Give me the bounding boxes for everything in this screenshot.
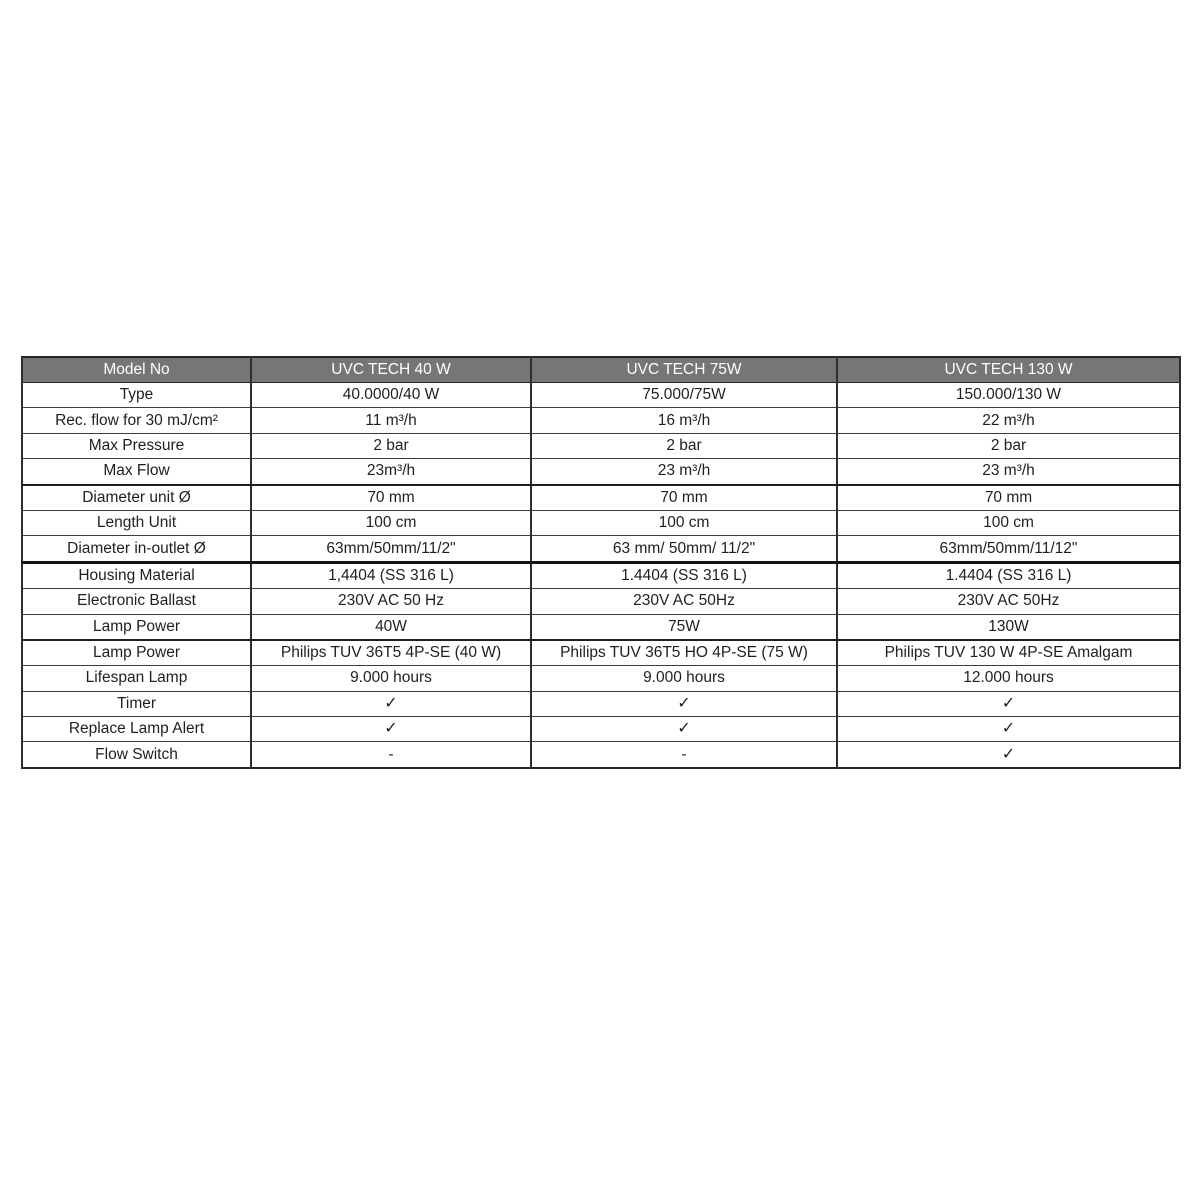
table-row — [22, 408, 1180, 433]
row-label: Flow Switch — [22, 742, 251, 768]
row-label: Electronic Ballast — [22, 589, 251, 614]
header-row — [22, 357, 1180, 383]
spec-cell: 16 m³/h — [531, 408, 837, 433]
spec-cell: 11 m³/h — [251, 408, 531, 433]
row-label: Lamp Power — [22, 614, 251, 640]
spec-cell: 100 cm — [251, 510, 531, 535]
row-label: Diameter in-outlet Ø — [22, 536, 251, 562]
spec-cell: - — [531, 742, 837, 768]
row-label: Timer — [22, 691, 251, 716]
spec-cell: 100 cm — [531, 510, 837, 535]
spec-cell: 63mm/50mm/11/2" — [251, 536, 531, 562]
spec-cell: 130W — [837, 614, 1180, 640]
table-row — [22, 742, 1180, 768]
spec-cell: 23m³/h — [251, 459, 531, 485]
spec-cell: 22 m³/h — [837, 408, 1180, 433]
spec-cell: 75.000/75W — [531, 383, 837, 408]
row-label: Diameter unit Ø — [22, 485, 251, 511]
spec-cell: Philips TUV 36T5 HO 4P-SE (75 W) — [531, 640, 837, 666]
spec-table — [21, 356, 1181, 769]
spec-cell: ✓ — [531, 717, 837, 742]
table-row — [22, 614, 1180, 640]
column-header-model-no: Model No — [22, 357, 251, 383]
spec-cell: 40.0000/40 W — [251, 383, 531, 408]
spec-cell: 9.000 hours — [531, 666, 837, 691]
spec-cell: 230V AC 50 Hz — [251, 589, 531, 614]
spec-cell: 2 bar — [251, 433, 531, 458]
row-label: Rec. flow for 30 mJ/cm² — [22, 408, 251, 433]
spec-cell: 230V AC 50Hz — [531, 589, 837, 614]
spec-cell: 63mm/50mm/11/12" — [837, 536, 1180, 562]
spec-cell: 70 mm — [251, 485, 531, 511]
table-row — [22, 433, 1180, 458]
spec-cell: - — [251, 742, 531, 768]
spec-cell: Philips TUV 130 W 4P-SE Amalgam — [837, 640, 1180, 666]
column-header: UVC TECH 130 W — [837, 357, 1180, 383]
row-label: Max Flow — [22, 459, 251, 485]
row-label: Lamp Power — [22, 640, 251, 666]
spec-cell: 75W — [531, 614, 837, 640]
table-row — [22, 666, 1180, 691]
table-row — [22, 562, 1180, 588]
spec-cell: 23 m³/h — [531, 459, 837, 485]
table-row — [22, 536, 1180, 562]
table-row — [22, 510, 1180, 535]
spec-cell: 63 mm/ 50mm/ 11/2" — [531, 536, 837, 562]
table-row — [22, 383, 1180, 408]
spec-cell: ✓ — [837, 717, 1180, 742]
spec-cell: 150.000/130 W — [837, 383, 1180, 408]
row-label: Max Pressure — [22, 433, 251, 458]
spec-cell: ✓ — [837, 742, 1180, 768]
row-label: Replace Lamp Alert — [22, 717, 251, 742]
table-row — [22, 459, 1180, 485]
row-label: Housing Material — [22, 562, 251, 588]
spec-table-header — [22, 357, 1180, 383]
spec-cell: 9.000 hours — [251, 666, 531, 691]
spec-cell: 70 mm — [837, 485, 1180, 511]
spec-cell: ✓ — [837, 691, 1180, 716]
spec-cell: 40W — [251, 614, 531, 640]
spec-cell: 23 m³/h — [837, 459, 1180, 485]
spec-cell: 230V AC 50Hz — [837, 589, 1180, 614]
row-label: Length Unit — [22, 510, 251, 535]
spec-cell: 1.4404 (SS 316 L) — [837, 562, 1180, 588]
table-row — [22, 589, 1180, 614]
spec-cell: 100 cm — [837, 510, 1180, 535]
table-row — [22, 717, 1180, 742]
table-row — [22, 485, 1180, 511]
spec-cell: 70 mm — [531, 485, 837, 511]
spec-cell: 1,4404 (SS 316 L) — [251, 562, 531, 588]
spec-cell: ✓ — [531, 691, 837, 716]
spec-cell: 2 bar — [531, 433, 837, 458]
table-row — [22, 691, 1180, 716]
column-header: UVC TECH 75W — [531, 357, 837, 383]
spec-cell: 2 bar — [837, 433, 1180, 458]
spec-cell: ✓ — [251, 691, 531, 716]
column-header: UVC TECH 40 W — [251, 357, 531, 383]
row-label: Type — [22, 383, 251, 408]
spec-table-body — [22, 383, 1180, 768]
table-row — [22, 640, 1180, 666]
spec-cell: 12.000 hours — [837, 666, 1180, 691]
spec-cell: Philips TUV 36T5 4P-SE (40 W) — [251, 640, 531, 666]
row-label: Lifespan Lamp — [22, 666, 251, 691]
spec-cell: 1.4404 (SS 316 L) — [531, 562, 837, 588]
spec-cell: ✓ — [251, 717, 531, 742]
spec-table-container — [21, 356, 1179, 769]
